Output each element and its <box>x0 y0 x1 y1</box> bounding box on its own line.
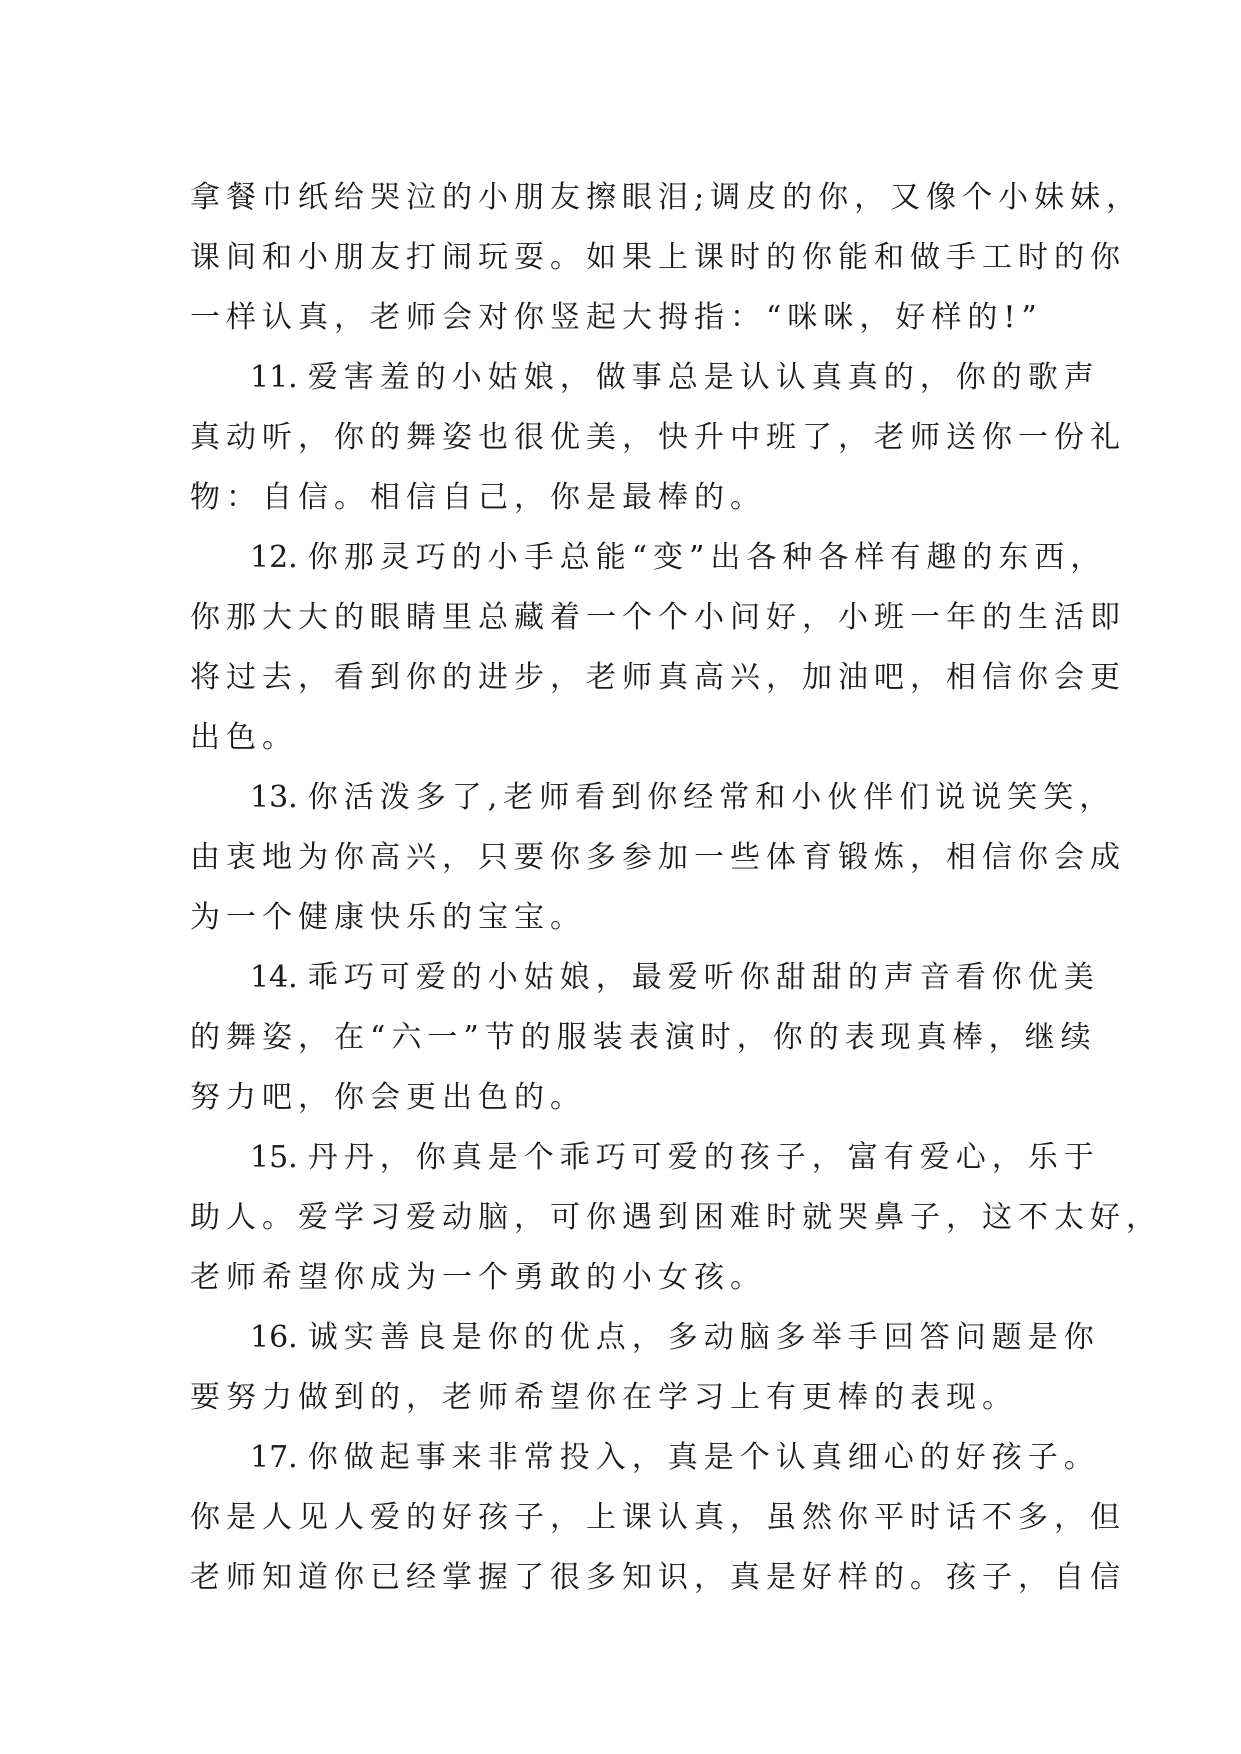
line-text: 老师知道你已经掌握了很多知识，真是好样的。孩子，自信 <box>190 1560 1126 1595</box>
item-number: 14. <box>250 960 298 995</box>
text-line <box>190 468 1070 528</box>
text-line <box>190 408 1126 468</box>
line-text: 丹丹，你真是个乖巧可爱的孩子，富有爱心，乐于 <box>307 1140 1100 1175</box>
line-text: 的舞姿，在“六一”节的服装表演时，你的表现真棒，继续 <box>190 1020 1097 1055</box>
line-text: 努力吧，你会更出色的。 <box>190 1080 586 1115</box>
text-line <box>190 708 1070 768</box>
line-text: 一样认真，老师会对你竖起大拇指：“咪咪，好样的!” <box>190 300 1043 335</box>
line-text: 乖巧可爱的小姑娘，最爱听你甜甜的声音看你优美 <box>307 960 1100 995</box>
item-number: 17. <box>250 1440 298 1475</box>
text-line <box>190 1068 1070 1128</box>
paragraph-first-line <box>190 1128 1100 1188</box>
line-text: 老师希望你成为一个勇敢的小女孩。 <box>190 1260 766 1295</box>
line-text: 将过去，看到你的进步，老师真高兴，加油吧，相信你会更 <box>190 660 1126 695</box>
item-number: 16. <box>250 1320 298 1355</box>
line-text: 诚实善良是你的优点，多动脑多举手回答问题是你 <box>307 1320 1100 1355</box>
line-text: 爱害羞的小姑娘，做事总是认认真真的，你的歌声 <box>307 360 1100 395</box>
line-text: 你是人见人爱的好孩子，上课认真，虽然你平时话不多，但 <box>190 1500 1126 1535</box>
text-line <box>190 828 1126 888</box>
line-text: 出色。 <box>190 720 298 755</box>
text-line <box>190 228 1126 288</box>
text-line <box>190 288 1070 348</box>
text-line <box>190 168 1143 228</box>
item-number: 15. <box>250 1140 298 1175</box>
line-text: 拿餐巾纸给哭泣的小朋友擦眼泪;调皮的你，又像个小妹妹， <box>190 180 1143 215</box>
line-text: 由衷地为你高兴，只要你多参加一些体育锻炼，相信你会成 <box>190 840 1126 875</box>
text-line <box>190 1248 1070 1308</box>
text-line <box>190 1548 1126 1608</box>
item-number: 12. <box>250 540 298 575</box>
item-number: 13. <box>250 780 298 815</box>
text-line <box>190 1188 1162 1248</box>
line-text: 你做起事来非常投入，真是个认真细心的好孩子。 <box>307 1440 1100 1475</box>
text-line <box>190 1488 1126 1548</box>
text-line <box>190 1368 1070 1428</box>
paragraph-first-line <box>190 1428 1100 1488</box>
line-text: 你活泼多了,老师看到你经常和小伙伴们说说笑笑， <box>307 780 1116 815</box>
line-text: 你那灵巧的小手总能“变”出各种各样有趣的东西， <box>307 540 1107 575</box>
paragraph-first-line <box>190 1308 1100 1368</box>
line-text: 助人。爱学习爱动脑，可你遇到困难时就哭鼻子，这不太好， <box>190 1200 1162 1235</box>
text-line <box>190 1008 1097 1068</box>
paragraph-first-line <box>190 948 1100 1008</box>
line-text: 真动听，你的舞姿也很优美，快升中班了，老师送你一份礼 <box>190 420 1126 455</box>
text-line <box>190 888 1070 948</box>
paragraph-first-line <box>190 528 1107 588</box>
text-line <box>190 648 1126 708</box>
text-line <box>190 588 1126 648</box>
document-body <box>190 168 1162 1608</box>
item-number: 11. <box>250 360 298 395</box>
line-text: 要努力做到的，老师希望你在学习上有更棒的表现。 <box>190 1380 1018 1415</box>
line-text: 为一个健康快乐的宝宝。 <box>190 900 586 935</box>
line-text: 课间和小朋友打闹玩耍。如果上课时的你能和做手工时的你 <box>190 240 1126 275</box>
paragraph-first-line <box>190 348 1100 408</box>
paragraph-first-line <box>190 768 1116 828</box>
line-text: 物：自信。相信自己，你是最棒的。 <box>190 480 766 515</box>
line-text: 你那大大的眼睛里总藏着一个个小问好，小班一年的生活即 <box>190 600 1126 635</box>
